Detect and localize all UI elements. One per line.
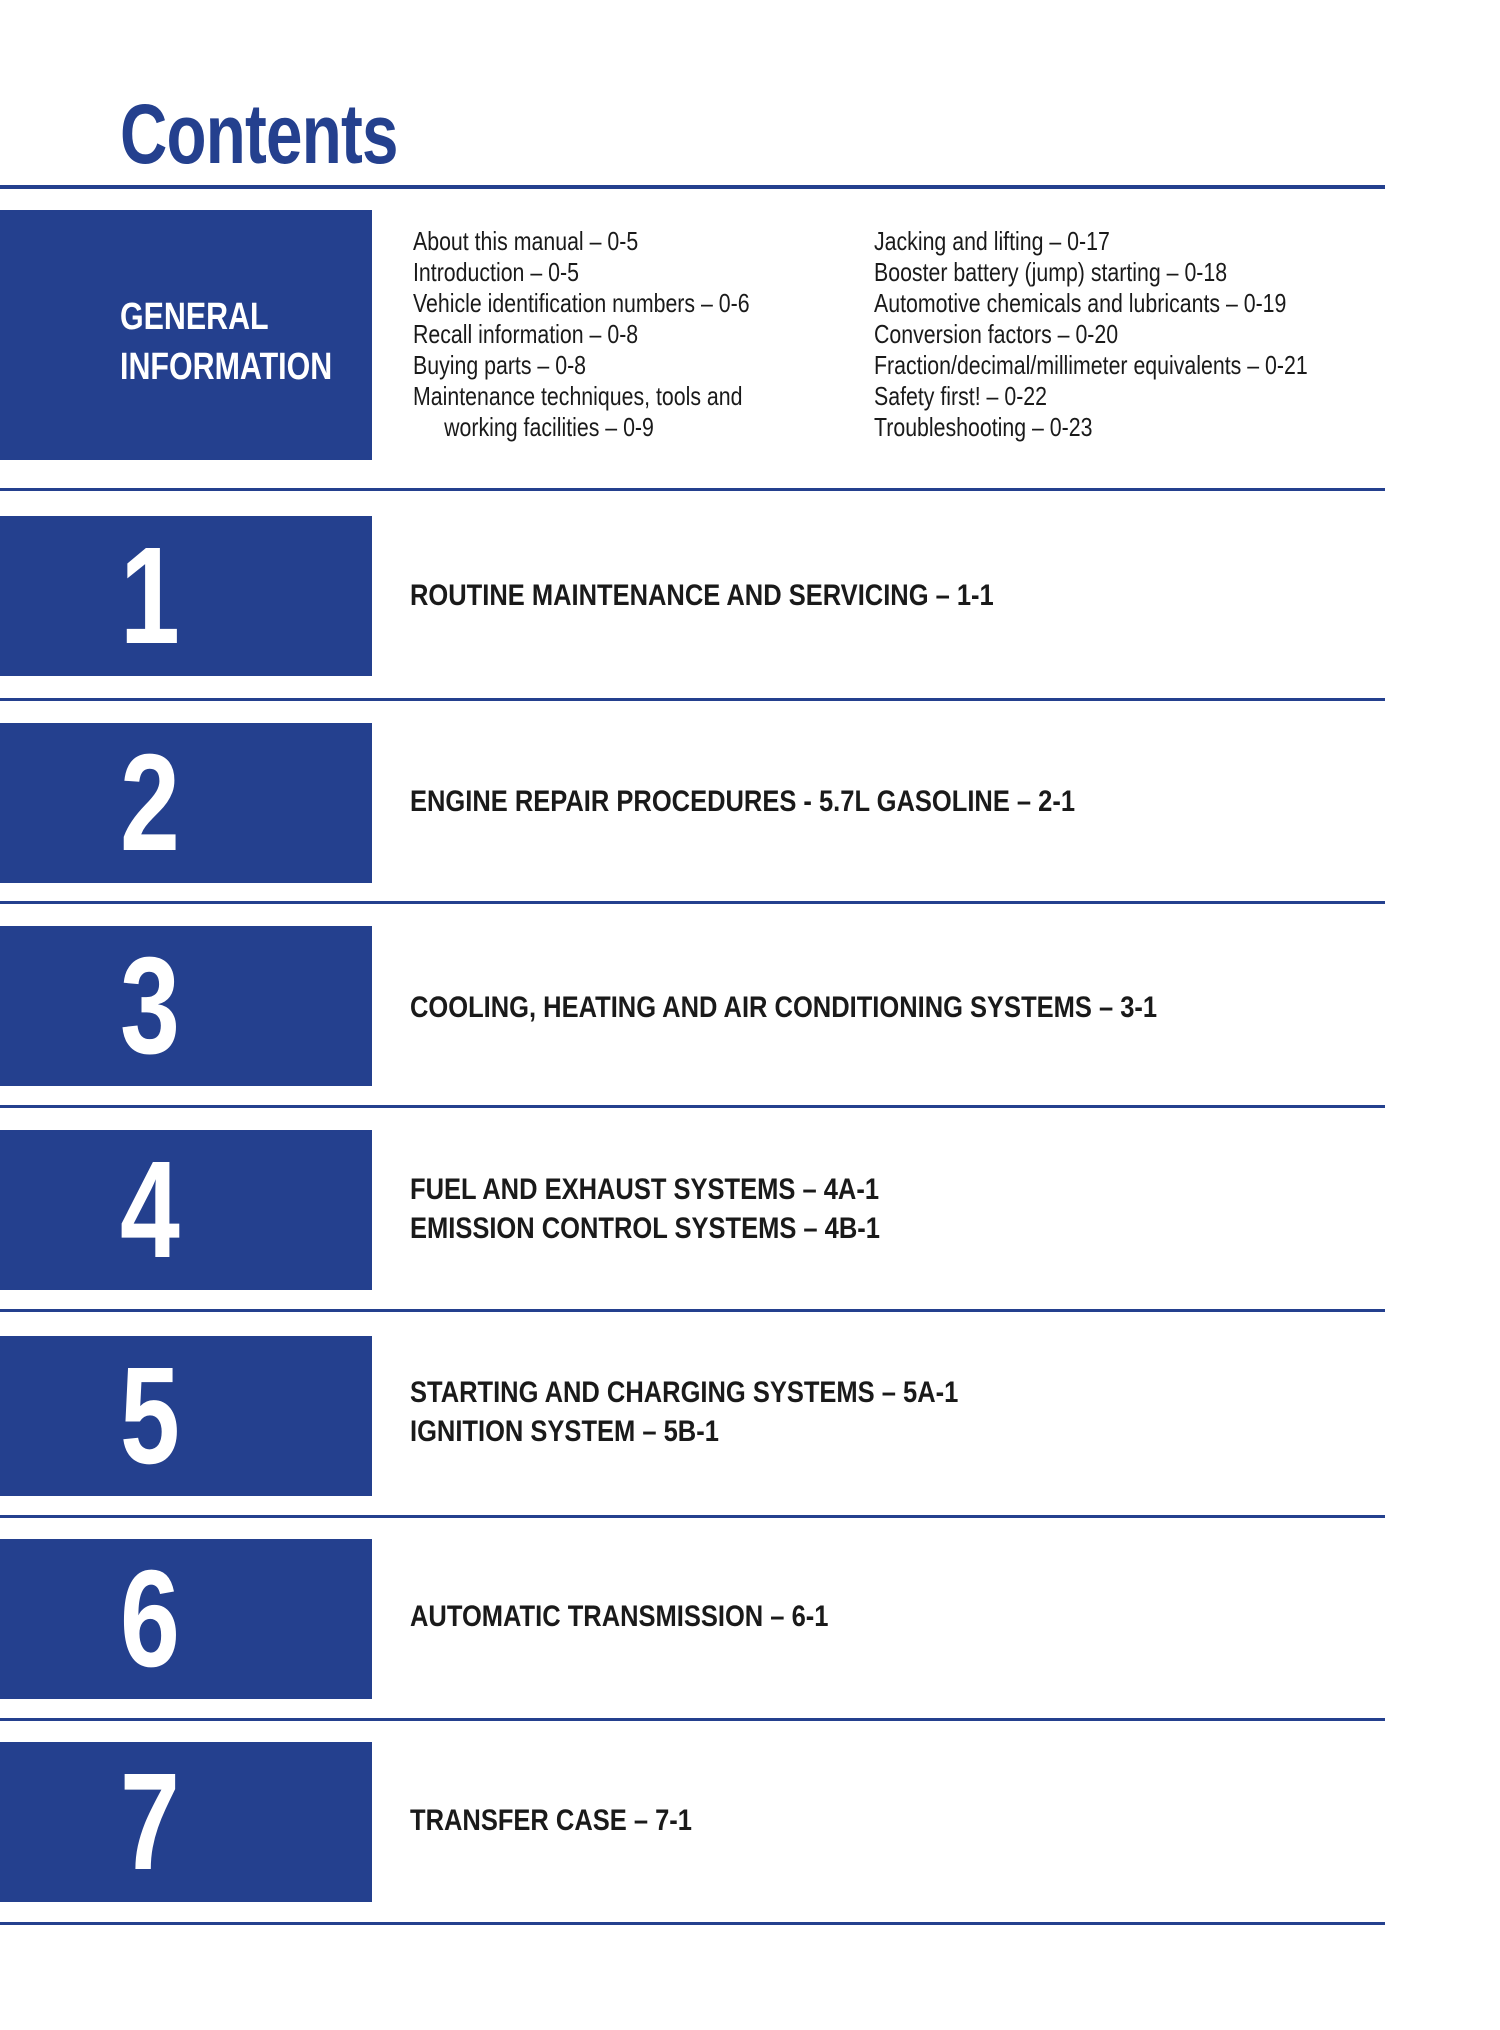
chapter-title[interactable]: ENGINE REPAIR PROCEDURES - 5.7L GASOLINE – 2-1 [410,785,1076,818]
info-item[interactable]: Vehicle identification numbers – 0-6 [413,288,750,318]
section-divider [0,1718,1385,1721]
info-item[interactable]: Recall information – 0-8 [413,319,639,349]
general-information-tab [0,210,372,460]
chapter-tab-3 [0,926,372,1086]
chapter-number: 5 [120,1339,180,1493]
section-divider [0,901,1385,904]
chapter-number: 7 [120,1745,180,1899]
info-item[interactable]: Safety first! – 0-22 [874,381,1048,411]
chapter-title[interactable]: COOLING, HEATING AND AIR CONDITIONING SYSTEMS – 3-1 [410,991,1158,1024]
chapter-title[interactable]: FUEL AND EXHAUST SYSTEMS – 4A-1 [410,1173,880,1206]
chapter-tab-1 [0,516,372,676]
chapter-number: 2 [120,726,180,880]
chapter-entry-1[interactable] [410,576,994,615]
chapter-title[interactable]: ROUTINE MAINTENANCE AND SERVICING – 1-1 [410,579,994,612]
info-item[interactable]: Automotive chemicals and lubricants – 0-19 [874,288,1287,318]
section-divider [0,488,1385,491]
section-divider [0,1922,1385,1925]
general-info-right-column [874,226,1308,443]
info-item[interactable]: Jacking and lifting – 0-17 [874,226,1110,256]
info-item[interactable]: Maintenance techniques, tools and [413,381,743,411]
chapter-tab-4 [0,1130,372,1290]
chapter-tab-5 [0,1336,372,1496]
section-divider [0,698,1385,701]
chapter-number: 4 [120,1133,180,1287]
chapter-entry-6[interactable] [410,1597,828,1636]
chapter-tab-2 [0,723,372,883]
chapter-title[interactable]: EMISSION CONTROL SYSTEMS – 4B-1 [410,1212,880,1245]
chapter-entry-3[interactable] [410,988,1157,1027]
info-item-continuation[interactable]: working facilities – 0-9 [444,412,654,442]
chapter-number: 3 [120,929,180,1083]
info-item[interactable]: Fraction/decimal/millimeter equivalents – 0-21 [874,350,1308,380]
chapter-tab-7 [0,1742,372,1902]
chapter-entry-4[interactable] [410,1170,880,1248]
chapter-entry-5[interactable] [410,1373,958,1451]
chapter-number: 6 [120,1542,180,1696]
general-info-left-column [413,226,750,443]
section-divider [0,1515,1385,1518]
chapter-number: 1 [120,519,180,673]
chapter-title[interactable]: AUTOMATIC TRANSMISSION – 6-1 [410,1600,829,1633]
info-item[interactable]: Booster battery (jump) starting – 0-18 [874,257,1228,287]
title-divider [0,185,1385,189]
section-divider [0,1105,1385,1108]
chapter-title[interactable]: IGNITION SYSTEM – 5B-1 [410,1415,719,1448]
info-item[interactable]: About this manual – 0-5 [413,226,639,256]
page-title: Contents [120,87,398,181]
info-item[interactable]: Troubleshooting – 0-23 [874,412,1093,442]
chapter-title[interactable]: TRANSFER CASE – 7-1 [410,1804,692,1837]
chapter-title[interactable]: STARTING AND CHARGING SYSTEMS – 5A-1 [410,1376,959,1409]
general-label-line2: INFORMATION [120,346,333,388]
general-label-line1: GENERAL [120,296,269,338]
general-information-label [120,292,332,392]
chapter-entry-7[interactable] [410,1801,692,1840]
info-item[interactable]: Buying parts – 0-8 [413,350,587,380]
info-item[interactable]: Conversion factors – 0-20 [874,319,1119,349]
chapter-tab-6 [0,1539,372,1699]
chapter-entry-2[interactable] [410,782,1075,821]
info-item[interactable]: Introduction – 0-5 [413,257,579,287]
section-divider [0,1309,1385,1312]
